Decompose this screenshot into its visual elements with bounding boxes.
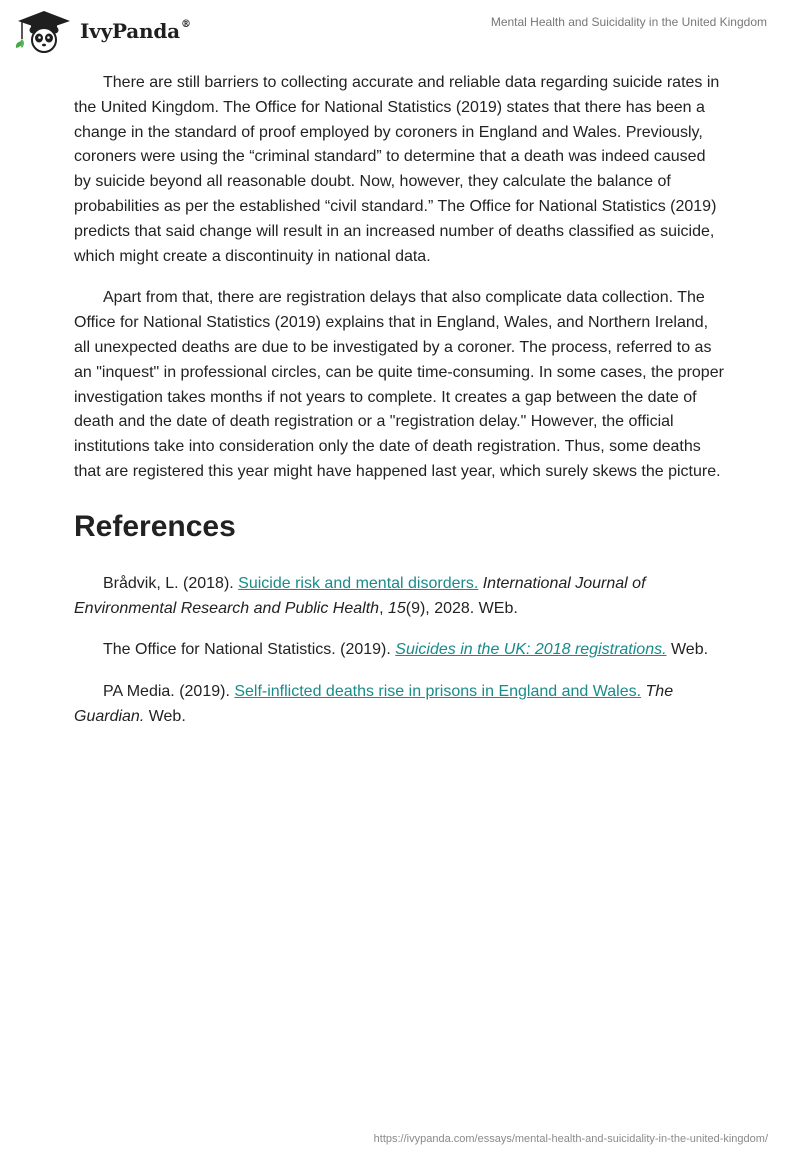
references-heading: References xyxy=(74,509,236,543)
journal-title: International Journal of Environmental Research and Public Health xyxy=(74,574,646,617)
reference-link[interactable]: Self-inflicted deaths rise in prisons in England and Wales. xyxy=(234,683,642,701)
essay-content xyxy=(74,71,726,730)
reference-list xyxy=(74,572,726,730)
logo-wordmark: IvyPanda® xyxy=(80,19,191,43)
source-title: The Guardian. xyxy=(74,683,674,725)
reference-item: Brådvik, L. (2018). Suicide risk and mental disorders. International Journal of Environmental Research and Public Health, 15(9), 2028. WEb. xyxy=(74,574,646,617)
reference-item: PA Media. (2019). Self-inflicted deaths rise in prisons in England and Wales. The Guardian. Web. xyxy=(74,683,674,725)
reference-item: The Office for National Statistics. (2019). Suicides in the UK: 2018 registrations. Web. xyxy=(103,641,709,659)
volume-number: 15 xyxy=(387,599,406,617)
page-header xyxy=(0,0,800,60)
body-paragraph: Apart from that, there are registration delays that also complicate data collection. The Office for National Statistics (2019) explains that in England, Wales, and Northern Ireland, all unexpected deaths are due to be investigated by a coroner. The process, referred to as an "inquest" in professional circles, can be quite time-consuming. In some cases, the proper investigation takes months if not years to complete. It creates a gap between the date of death and the date of death registration or a "registration delay." However, the official institutions take into consideration only the date of death registration. Thus, some deaths that are registered this year might have happened last year, which surely skews the picture. xyxy=(74,289,724,480)
reference-link[interactable]: Suicides in the UK: 2018 registrations. xyxy=(395,641,667,659)
panda-graduate-icon xyxy=(14,9,74,53)
reference-link[interactable]: Suicide risk and mental disorders. xyxy=(238,574,479,592)
footer-url[interactable]: https://ivypanda.com/essays/mental-health-and-suicidality-in-the-united-kingdom/ xyxy=(373,1133,768,1145)
running-title: Mental Health and Suicidality in the United Kingdom xyxy=(490,15,767,29)
ivypanda-logo[interactable] xyxy=(14,9,191,53)
body-paragraph: There are still barriers to collecting accurate and reliable data regarding suicide rates in the United Kingdom. The Office for National Statistics (2019) states that there has been a change in the standard of proof employed by coroners in England and Wales. Previously, coroners were using the “criminal standard” to determine that a death was indeed caused by suicide beyond all reasonable doubt. Now, however, they calculate the balance of probabilities as per the established “civil standard.” The Office for National Statistics (2019) predicts that said change will result in an increased number of deaths classified as suicide, which might create a discontinuity in national data. xyxy=(74,74,720,265)
